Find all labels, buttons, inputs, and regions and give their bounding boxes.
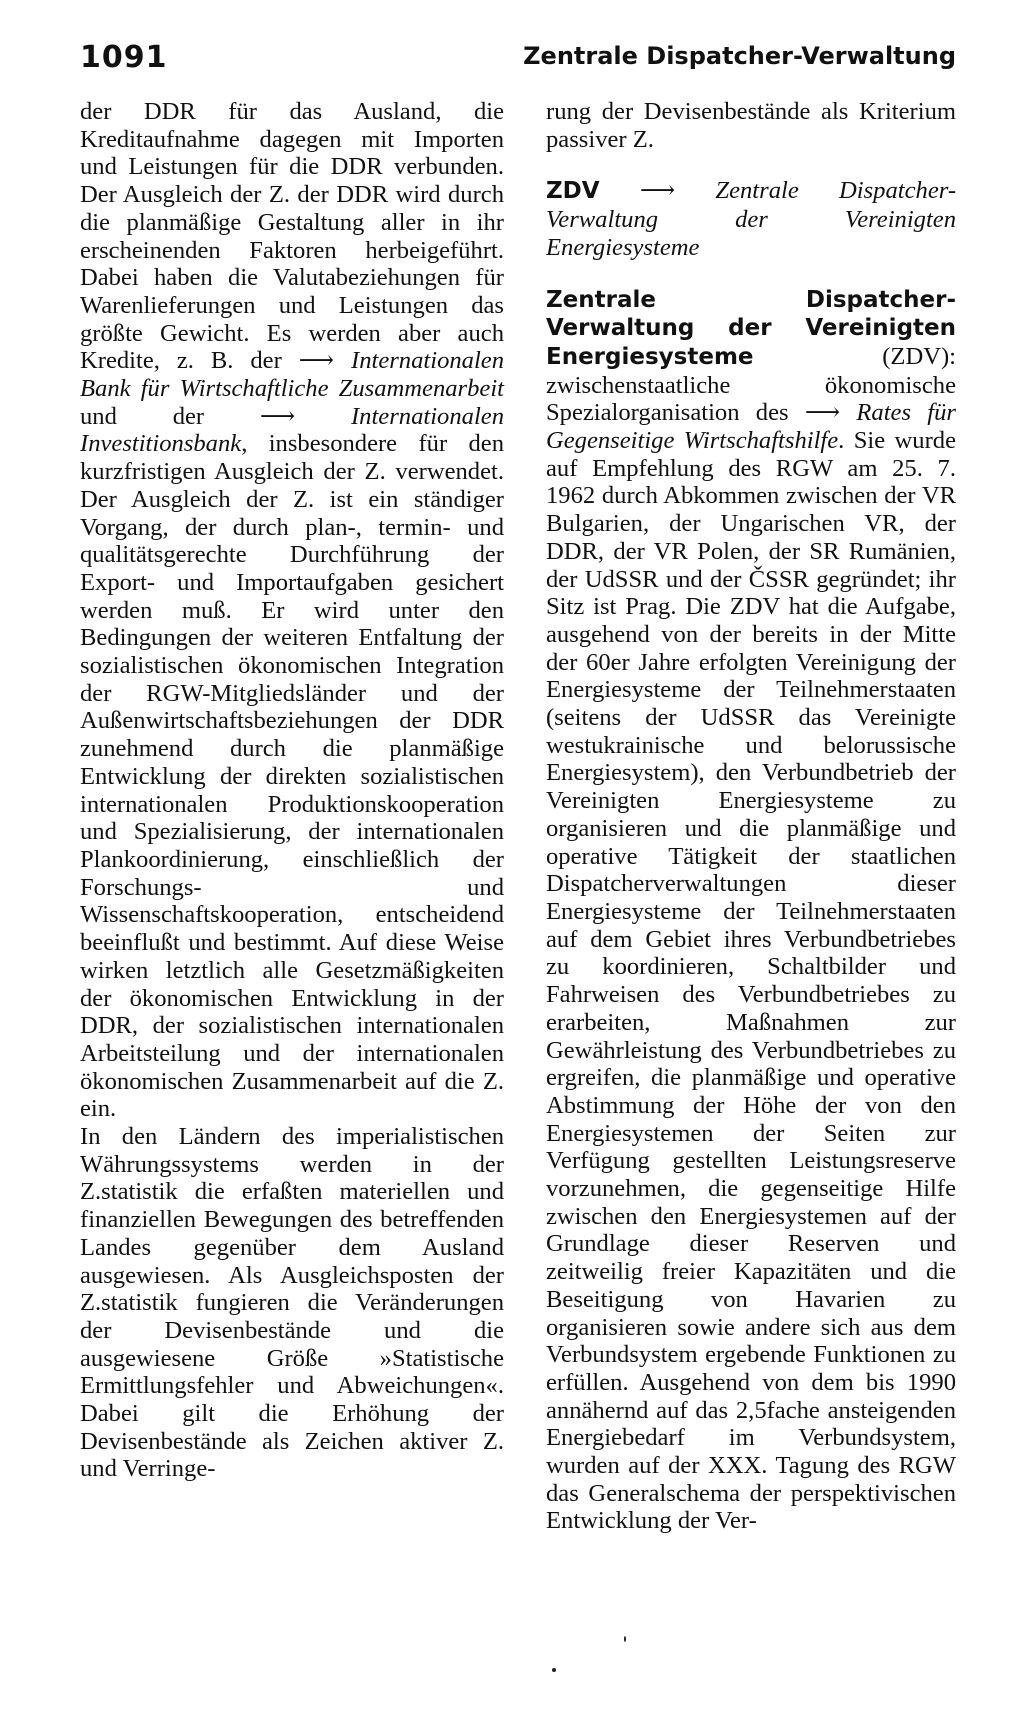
- left-column: [80, 98, 504, 1483]
- body-text: der DDR für das Ausland, die Kreditaufnahme dagegen mit Importen und Leistungen für die DDR verbunden. Der Ausgleich der Z. der DDR wird durch die planmäßige Gestaltung aller in ihr erscheinenden Faktoren herbeigeführt. Dabei haben die Valutabeziehungen für Warenlieferungen und Leistungen das größte Gewicht. Es werden aber auch Kredite, z. B. der: [80, 98, 504, 375]
- body-paragraph: In den Ländern des imperialistischen Währungssystems werden in der Z.statistik die erfaßten materiellen und finanziellen Bewegungen des betreffenden Landes gegenüber dem Ausland ausgewiesen. Als Ausgleichsposten der Z.statistik fungieren die Veränderungen der Devisenbestände und die ausgewiesene Größe »Statistische Ermittlungsfehler und Abweichungen«. Dabei gilt die Erhöhung der Devisenbestände als Zeichen aktiver Z. und Verringe-: [80, 1123, 504, 1483]
- body-paragraph: [80, 98, 504, 1123]
- entry-term: ZDV: [546, 178, 600, 205]
- body-text: und der: [80, 402, 205, 430]
- cross-reference-arrow-icon: ⟶: [639, 177, 676, 205]
- cross-reference-link[interactable]: Internationalen Investitionsbank: [80, 402, 504, 458]
- page-number: 1091: [80, 40, 168, 75]
- dictionary-entry: [546, 286, 956, 1536]
- cross-reference-arrow-icon: ⟶: [259, 402, 296, 430]
- cross-reference-link[interactable]: Zentrale Dispatcher-Verwaltung der Vereinigten Energiesysteme: [546, 177, 957, 261]
- body-paragraph: rung der Devisenbestände als Kriterium passiver Z.: [546, 98, 956, 153]
- entry-title: Zentrale Dispatcher-Verwaltung der Vereinigten Energiesysteme: [546, 286, 956, 370]
- cross-reference-link[interactable]: Rates für Gegenseitige Wirtschaftshilfe: [546, 399, 956, 455]
- page-header: [80, 40, 956, 80]
- cross-reference-entry: [546, 177, 956, 261]
- running-head: Zentrale Dispatcher-Verwaltung: [523, 42, 956, 70]
- speck: [552, 1668, 556, 1672]
- cross-reference-link[interactable]: Internationalen Bank für Wirtschaftliche Zusammenarbeit: [80, 347, 505, 403]
- cross-reference-arrow-icon: ⟶: [804, 399, 841, 427]
- body-text: . Sie wurde auf Empfehlung des RGW am 25. 7. 1962 durch Abkommen zwischen der VR Bulgarien, der Ungarischen VR, der DDR, der VR Polen, der SR Rumänien, der UdSSR und der ČSSR gegründet; ihr Sitz ist Prag. Die ZDV hat die Aufgabe, ausgehend von der bereits in der Mitte der 60er Jahre erfolgten Vereinigung der Energiesysteme der Teilnehmerstaaten (seitens der UdSSR das Vereinigte westukrainische und belorussische Energiesystem), den Verbundbetrieb der Vereinigten Energiesysteme zu organisieren und die planmäßige und operative Tätigkeit der staatlichen Dispatcherverwaltungen dieser Energiesysteme der Teilnehmerstaaten auf dem Gebiet ihres Verbundbetriebes zu koordinieren, Schaltbilder und Fahrweisen des Verbundbetriebes zu erarbeiten, Maßnahmen zur Gewährleistung des Verbundbetriebes zu ergreifen, die planmäßige und operative Abstimmung der Höhe der von den Energiesystemen der Seiten zur Verfügung gestellten Leistungsreserve vorzunehmen, die gegenseitige Hilfe zwischen den Energiesystemen auf der Grundlage dieser Reserven und zeitweilig freier Kapazitäten und die Beseitigung von Havarien zu organisieren sowie andere sich aus dem Verbundsystem ergebende Funktionen zu erfüllen. Ausgehend von dem bis 1990 annähernd auf das 2,5fache ansteigenden Energiebedarf im Verbundsystem, wurden auf der XXX. Tagung des RGW das Generalschema der perspektivischen Entwicklung der Ver-: [546, 427, 956, 1535]
- right-column: [546, 98, 956, 1535]
- speck: [624, 1636, 626, 1642]
- spacer: [546, 262, 956, 286]
- body-text: (ZDV): zwischenstaatliche ökonomische Spezialorganisation des: [546, 342, 956, 427]
- body-text: , insbesondere für den kurzfristigen Ausgleich der Z. verwendet. Der Ausgleich der Z. ist ein ständiger Vorgang, der durch plan-, termin- und qualitätsgerechte Durchführung der Export- und Importaufgaben gesichert werden muß. Er wird unter den Bedingungen der weiteren Entfaltung der sozialistischen ökonomischen Integration der RGW-Mitgliedsländer und der Außenwirtschaftsbeziehungen der DDR zunehmend durch die planmäßige Entwicklung der direkten sozialistischen internationalen Produktionskooperation und Spezialisierung, der internationalen Plankoordinierung, einschließlich der Forschungs- und Wissenschaftskooperation, entscheidend beeinflußt und bestimmt. Auf diese Weise wirken letztlich alle Gesetzmäßigkeiten der ökonomischen Entwicklung in der DDR, der sozialistischen internationalen Arbeitsteilung und der internationalen ökonomischen Zusammenarbeit auf die Z. ein.: [80, 430, 504, 1123]
- spacer: [546, 153, 956, 177]
- cross-reference-arrow-icon: ⟶: [298, 347, 335, 375]
